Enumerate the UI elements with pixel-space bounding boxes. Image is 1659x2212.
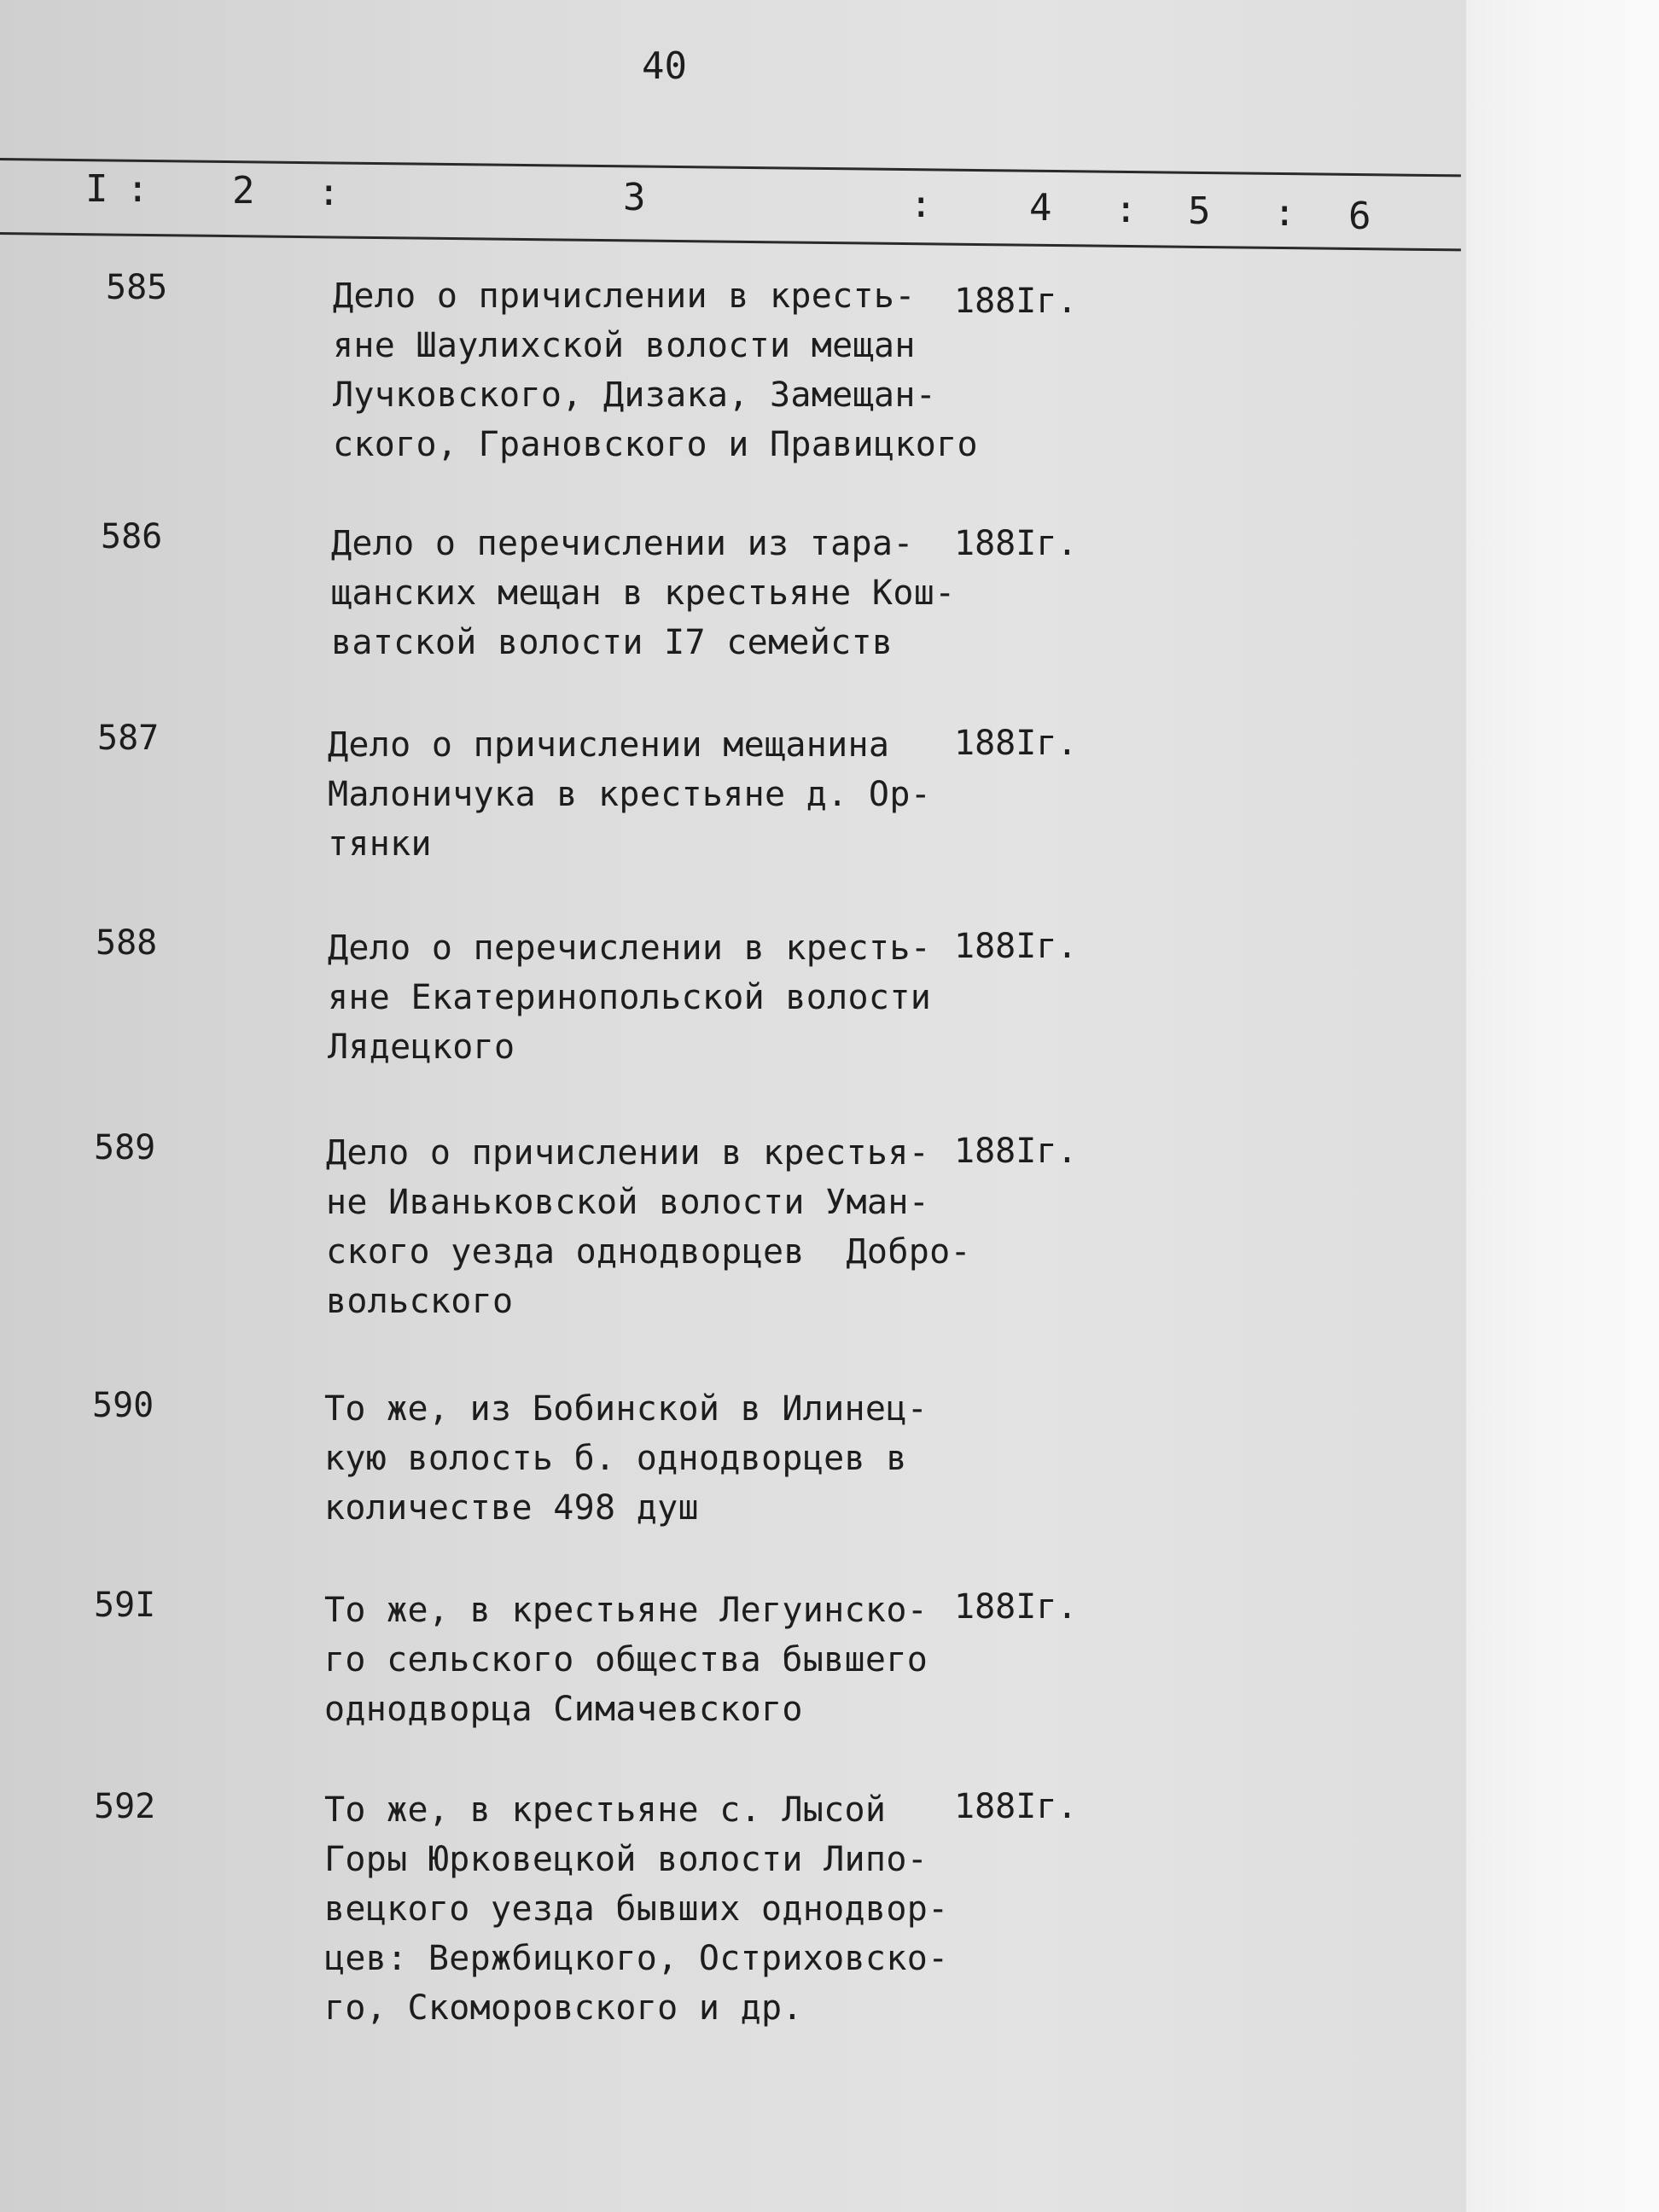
entry-year: 188Iг. xyxy=(954,282,1078,321)
column-separator: : xyxy=(317,171,341,214)
entry-number: 587 xyxy=(97,719,160,758)
column-header-2: 2 xyxy=(232,169,255,212)
column-separator: : xyxy=(1273,191,1296,235)
entry-description: Дело о причислении мещанина Малоничука в крестьяне д. Ор- тянки xyxy=(328,725,932,864)
header-top-rule xyxy=(0,158,1461,177)
header-bottom-rule xyxy=(0,232,1461,251)
page-edge xyxy=(1466,0,1659,2212)
entry-description: То же, в крестьяне Легуинско- го сельского общества бывшего однодворца Симачевского xyxy=(324,1591,928,1729)
entry-description: Дело о причислении в крестья- не Иваньковской волости Уман- ского уезда однодворцев Добро- вольского xyxy=(326,1133,971,1321)
entry-number: 585 xyxy=(106,268,168,307)
column-header-5: 5 xyxy=(1188,189,1211,233)
column-header-4: 4 xyxy=(1029,186,1052,230)
entry-description: Дело о перечислении в кресть- яне Екатеринопольской волости Лядецкого xyxy=(328,928,932,1067)
entry-year: 188Iг. xyxy=(954,724,1078,763)
entry-number: 588 xyxy=(96,923,158,963)
entry-number: 59I xyxy=(94,1586,156,1625)
column-header-6: 6 xyxy=(1348,195,1371,238)
column-header-3: 3 xyxy=(623,176,646,219)
page-number: 40 xyxy=(642,44,687,88)
entry-number: 586 xyxy=(101,517,163,556)
entry-year: 188Iг. xyxy=(954,1587,1078,1627)
entry-year: 188Iг. xyxy=(954,1787,1078,1826)
column-separator: : xyxy=(910,183,933,226)
entry-year: 188Iг. xyxy=(954,1132,1078,1171)
column-separator: : xyxy=(1115,188,1138,231)
entry-number: 592 xyxy=(94,1787,156,1826)
column-separator: : xyxy=(126,167,149,211)
entry-description: Дело о перечислении из тара- щанских мещан в крестьяне Кош- ватской волости I7 семейств xyxy=(331,524,956,662)
entry-year: 188Iг. xyxy=(954,524,1078,563)
entry-number: 590 xyxy=(92,1386,154,1425)
column-header-1: I xyxy=(85,167,108,211)
entry-description: То же, из Бобинской в Илинец- кую волость б. однодворцев в количестве 498 душ xyxy=(324,1389,928,1528)
entry-year: 188Iг. xyxy=(954,927,1078,966)
entry-number: 589 xyxy=(94,1128,156,1167)
entry-description: Дело о причислении в кресть- яне Шаулихской волости мещан Лучковского, Дизака, Замещан- ского, Грановского и Правицкого xyxy=(333,276,978,464)
entry-description: То же, в крестьяне с. Лысой Горы Юрковецкой волости Липо- вецкого уезда бывших однодвор- цев: Вержбицкого, Остриховско- го, Скоморовского и др. xyxy=(324,1790,949,2028)
